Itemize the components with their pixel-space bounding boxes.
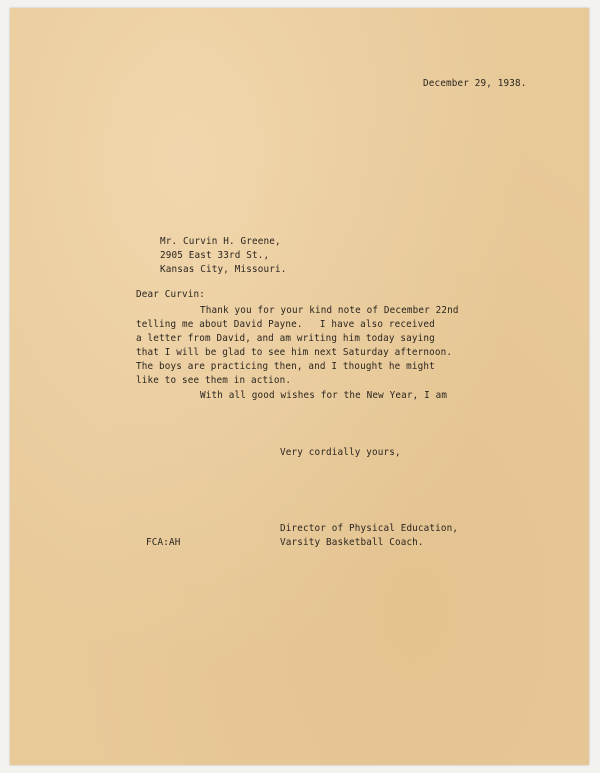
body-line: that I will be glad to see him next Saturday afternoon. — [136, 347, 453, 358]
recipient-name: Mr. Curvin H. Greene, — [160, 236, 281, 247]
salutation: Dear Curvin: — [136, 289, 205, 300]
closing-paragraph: With all good wishes for the New Year, I am — [200, 390, 448, 401]
body-line: a letter from David, and am writing him today saying — [136, 333, 435, 344]
letter-date: December 29, 1938. — [423, 78, 527, 89]
body-line: Thank you for your kind note of December 22nd — [200, 305, 459, 316]
recipient-street: 2905 East 33rd St., — [160, 250, 270, 261]
body-line: telling me about David Payne. I have also received — [136, 319, 435, 330]
body-line: The boys are practicing then, and I thought he might — [136, 361, 435, 372]
body-line: like to see them in action. — [136, 375, 292, 386]
signature-title-line: Varsity Basketball Coach. — [280, 537, 424, 548]
signature-title-line: Director of Physical Education, — [280, 523, 459, 534]
letter-page — [10, 8, 589, 765]
typist-initials: FCA:AH — [146, 537, 181, 548]
closing: Very cordially yours, — [280, 447, 401, 458]
recipient-city: Kansas City, Missouri. — [160, 264, 287, 275]
